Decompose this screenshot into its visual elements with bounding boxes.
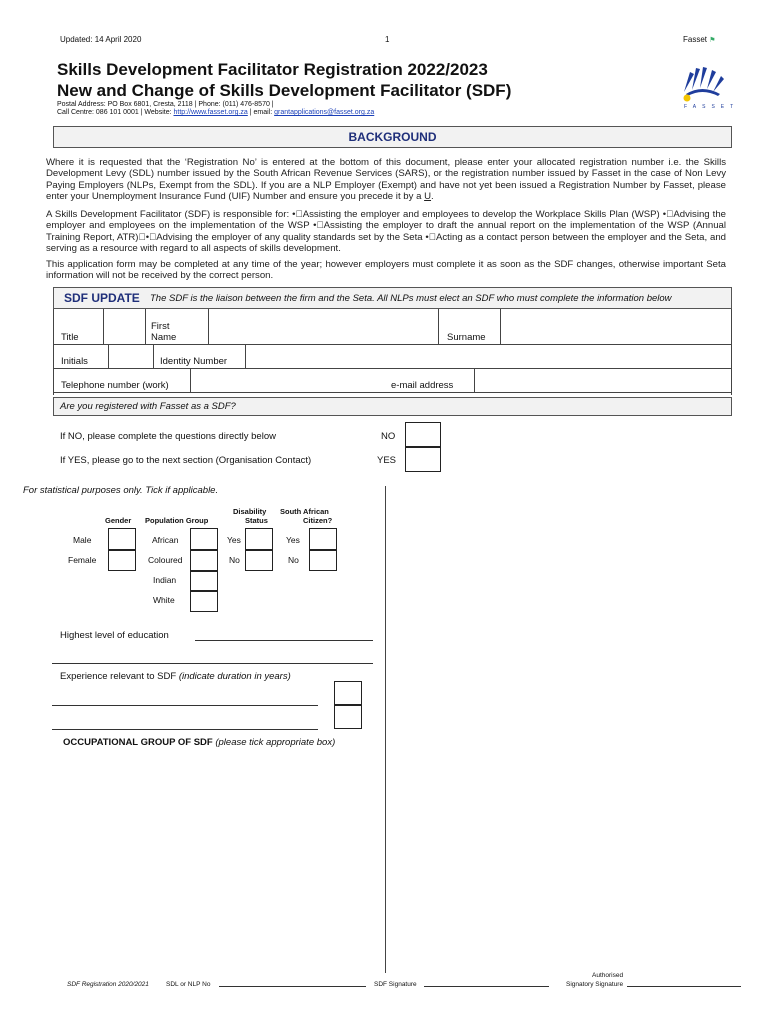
occupational-group-note: (please tick appropriate box) <box>215 737 336 748</box>
background-para-3: This application form may be completed at any time of the year; however employers must complete it as soon as the SDF changes, otherwise important Seta information will not be received by the correct person. <box>46 259 726 282</box>
male-label: Male <box>73 535 92 545</box>
contact-prefix: Call Centre: 086 101 0001 | Website: <box>57 109 174 116</box>
background-para-2: A Skills Development Facilitator (SDF) is responsible for: • Assisting the employer and employees to develop the Workplace Skills Plan (WSP) • Advising the employer and employees on the implementation of the WSP • Assisting the employer to draft the annual report on the implementation of the WSP (Annual Training Report, ATR) • Advising the employer of any quality standards set by the Seta • Acting as a contact person between the employer and the Seta, and serving as a resource with regard to all aspects of skills development. <box>46 209 726 254</box>
disability-no-checkbox[interactable] <box>245 550 273 571</box>
no-label: NO <box>381 431 396 442</box>
first-name-input[interactable] <box>209 309 439 345</box>
contact-line2 <box>57 109 374 116</box>
background-heading: BACKGROUND <box>348 130 437 144</box>
sa-citizen-yes-checkbox[interactable] <box>309 528 337 550</box>
education-input-line-2[interactable] <box>52 663 373 664</box>
experience-years-box-2[interactable] <box>334 705 362 729</box>
telephone-input[interactable] <box>191 369 381 393</box>
first-name-label-line1: First <box>151 321 170 332</box>
fasset-logo <box>676 64 740 112</box>
sa-citizen-no-label: No <box>288 555 299 565</box>
brand-header <box>683 35 716 44</box>
white-checkbox[interactable] <box>190 591 218 612</box>
brand-name: Fasset <box>683 35 708 44</box>
disability-no-label: No <box>229 555 240 565</box>
sdf-update-note: The SDF is the liaison between the firm and the Seta. All NLPs must elect an SDF who must complete the information below <box>150 293 672 304</box>
background-para-1-text: Where it is requested that the ‘Registration No’ is entered at the bottom of this document, please enter your allocated registration number i.e. the Skills Development Levy (SDL) number issued by the South African Revenue Services (SARS), or the registration number issued by Fasset in the case of Non Levy Paying Employers (NLPs, Exempt from the SDL). If you are a NLP Employer (Exempt) and have not yet been issued a Registration Number by Fasset, please enter your Unemployment Insurance Fund (UIF) Number and ensure you precede it by a <box>46 157 726 202</box>
page-number: 1 <box>385 35 390 44</box>
authorised-signature-input[interactable] <box>627 986 741 987</box>
background-para-1: Where it is requested that the ‘Registration No’ is entered at the bottom of this document, please enter your allocated registration number i.e. the Skills Development Levy (SDL) number issued by the South African Revenue Services (SARS), or the registration number issued by Fasset in the case of Non Levy Paying Employers (NLPs, Exempt from the SDL). If you are a NLP Employer (Exempt) and have not yet been issued a Registration Number by Fasset, please enter your Unemployment Insurance Fund (UIF) Number and ensure you precede it by a U. <box>46 157 726 202</box>
background-para-1-end: U <box>424 190 432 202</box>
first-name-label-line2: Name <box>151 332 177 343</box>
sdf-details-table <box>53 309 732 395</box>
telephone-label: Telephone number (work) <box>61 380 169 391</box>
title-input[interactable] <box>104 309 146 345</box>
form-title-line1: Skills Development Facilitator Registration 2022/2023 <box>57 60 488 79</box>
experience-input-line-1[interactable] <box>52 705 318 706</box>
education-label: Highest level of education <box>60 630 169 641</box>
experience-label-text: Experience relevant to SDF <box>60 671 177 682</box>
sdf-update-heading-bar <box>53 287 732 309</box>
african-label: African <box>152 535 179 545</box>
surname-input[interactable] <box>501 309 732 345</box>
identity-input[interactable] <box>246 345 732 369</box>
disability-yes-label: Yes <box>227 535 241 545</box>
sa-citizen-no-checkbox[interactable] <box>309 550 337 571</box>
male-checkbox[interactable] <box>108 528 136 550</box>
experience-input-line-2[interactable] <box>52 729 318 730</box>
flag-icon: ⚑ <box>709 37 716 44</box>
updated-date: Updated: 14 April 2020 <box>60 35 142 44</box>
background-heading-bar <box>53 126 732 148</box>
form-title-line2: New and Change of Skills Development Facilitator (SDF) <box>57 81 512 100</box>
experience-label-note: (indicate duration in years) <box>178 671 291 682</box>
if-yes-instruction: If YES, please go to the next section (Organisation Contact) <box>60 455 312 466</box>
sa-citizen-heading-2: Citizen? <box>303 516 333 525</box>
contact-mid: | email: <box>247 109 275 116</box>
population-heading: Population Group <box>145 516 209 525</box>
sa-citizen-heading-1: South African <box>280 507 329 516</box>
footer-authorised-line2: Signatory Signature <box>566 981 624 988</box>
email-input[interactable] <box>475 369 732 393</box>
if-no-instruction: If NO, please complete the questions directly below <box>60 431 276 442</box>
logo-wordmark: FASSET <box>684 104 740 110</box>
white-label: White <box>153 595 175 605</box>
disability-heading-2: Status <box>245 516 268 525</box>
registered-question-bar <box>53 397 732 416</box>
coloured-label: Coloured <box>148 555 183 565</box>
yes-label: YES <box>377 455 397 466</box>
footer-form-name: SDF Registration 2020/2021 <box>67 981 149 988</box>
experience-years-box-1[interactable] <box>334 681 362 705</box>
gender-heading: Gender <box>105 516 132 525</box>
sdl-number-input[interactable] <box>219 986 366 987</box>
indian-checkbox[interactable] <box>190 571 218 591</box>
indian-label: Indian <box>153 575 177 585</box>
email-link[interactable]: grantapplications@fasset.org.za <box>274 109 375 116</box>
registered-question: Are you registered with Fasset as a SDF? <box>60 401 236 412</box>
occupational-group-title: OCCUPATIONAL GROUP OF SDF <box>63 737 213 748</box>
occupational-group-label <box>63 737 335 748</box>
disability-heading-1: Disability <box>233 507 267 516</box>
coloured-checkbox[interactable] <box>190 550 218 571</box>
sdf-signature-input[interactable] <box>424 986 549 987</box>
email-label: e-mail address <box>391 380 454 391</box>
column-divider <box>385 486 386 973</box>
identity-label: Identity Number <box>160 356 228 367</box>
female-label: Female <box>68 555 97 565</box>
education-input-line[interactable] <box>195 640 373 641</box>
footer-authorised-line1: Authorised <box>592 972 624 979</box>
surname-label: Surname <box>447 332 486 343</box>
experience-label <box>60 671 291 682</box>
female-checkbox[interactable] <box>108 550 136 571</box>
fasset-logo-icon <box>676 64 728 104</box>
registered-no-checkbox[interactable] <box>405 422 441 447</box>
african-checkbox[interactable] <box>190 528 218 550</box>
initials-input[interactable] <box>109 345 154 369</box>
registered-yes-checkbox[interactable] <box>405 447 441 472</box>
initials-label: Initials <box>61 356 88 367</box>
title-label: Title <box>61 332 79 343</box>
sa-citizen-yes-label: Yes <box>286 535 300 545</box>
statistics-intro: For statistical purposes only. Tick if applicable. <box>23 485 219 496</box>
sdf-update-heading: SDF UPDATE <box>64 291 140 305</box>
disability-yes-checkbox[interactable] <box>245 528 273 550</box>
footer-sdl-label: SDL or NLP No <box>166 981 211 988</box>
contact-line1: Postal Address: PO Box 6801, Cresta, 2118 | Phone: (011) 476-8570 | <box>57 101 274 108</box>
footer-signature-label: SDF Signature <box>374 981 417 988</box>
website-link[interactable]: http://www.fasset.org.za <box>173 109 248 116</box>
